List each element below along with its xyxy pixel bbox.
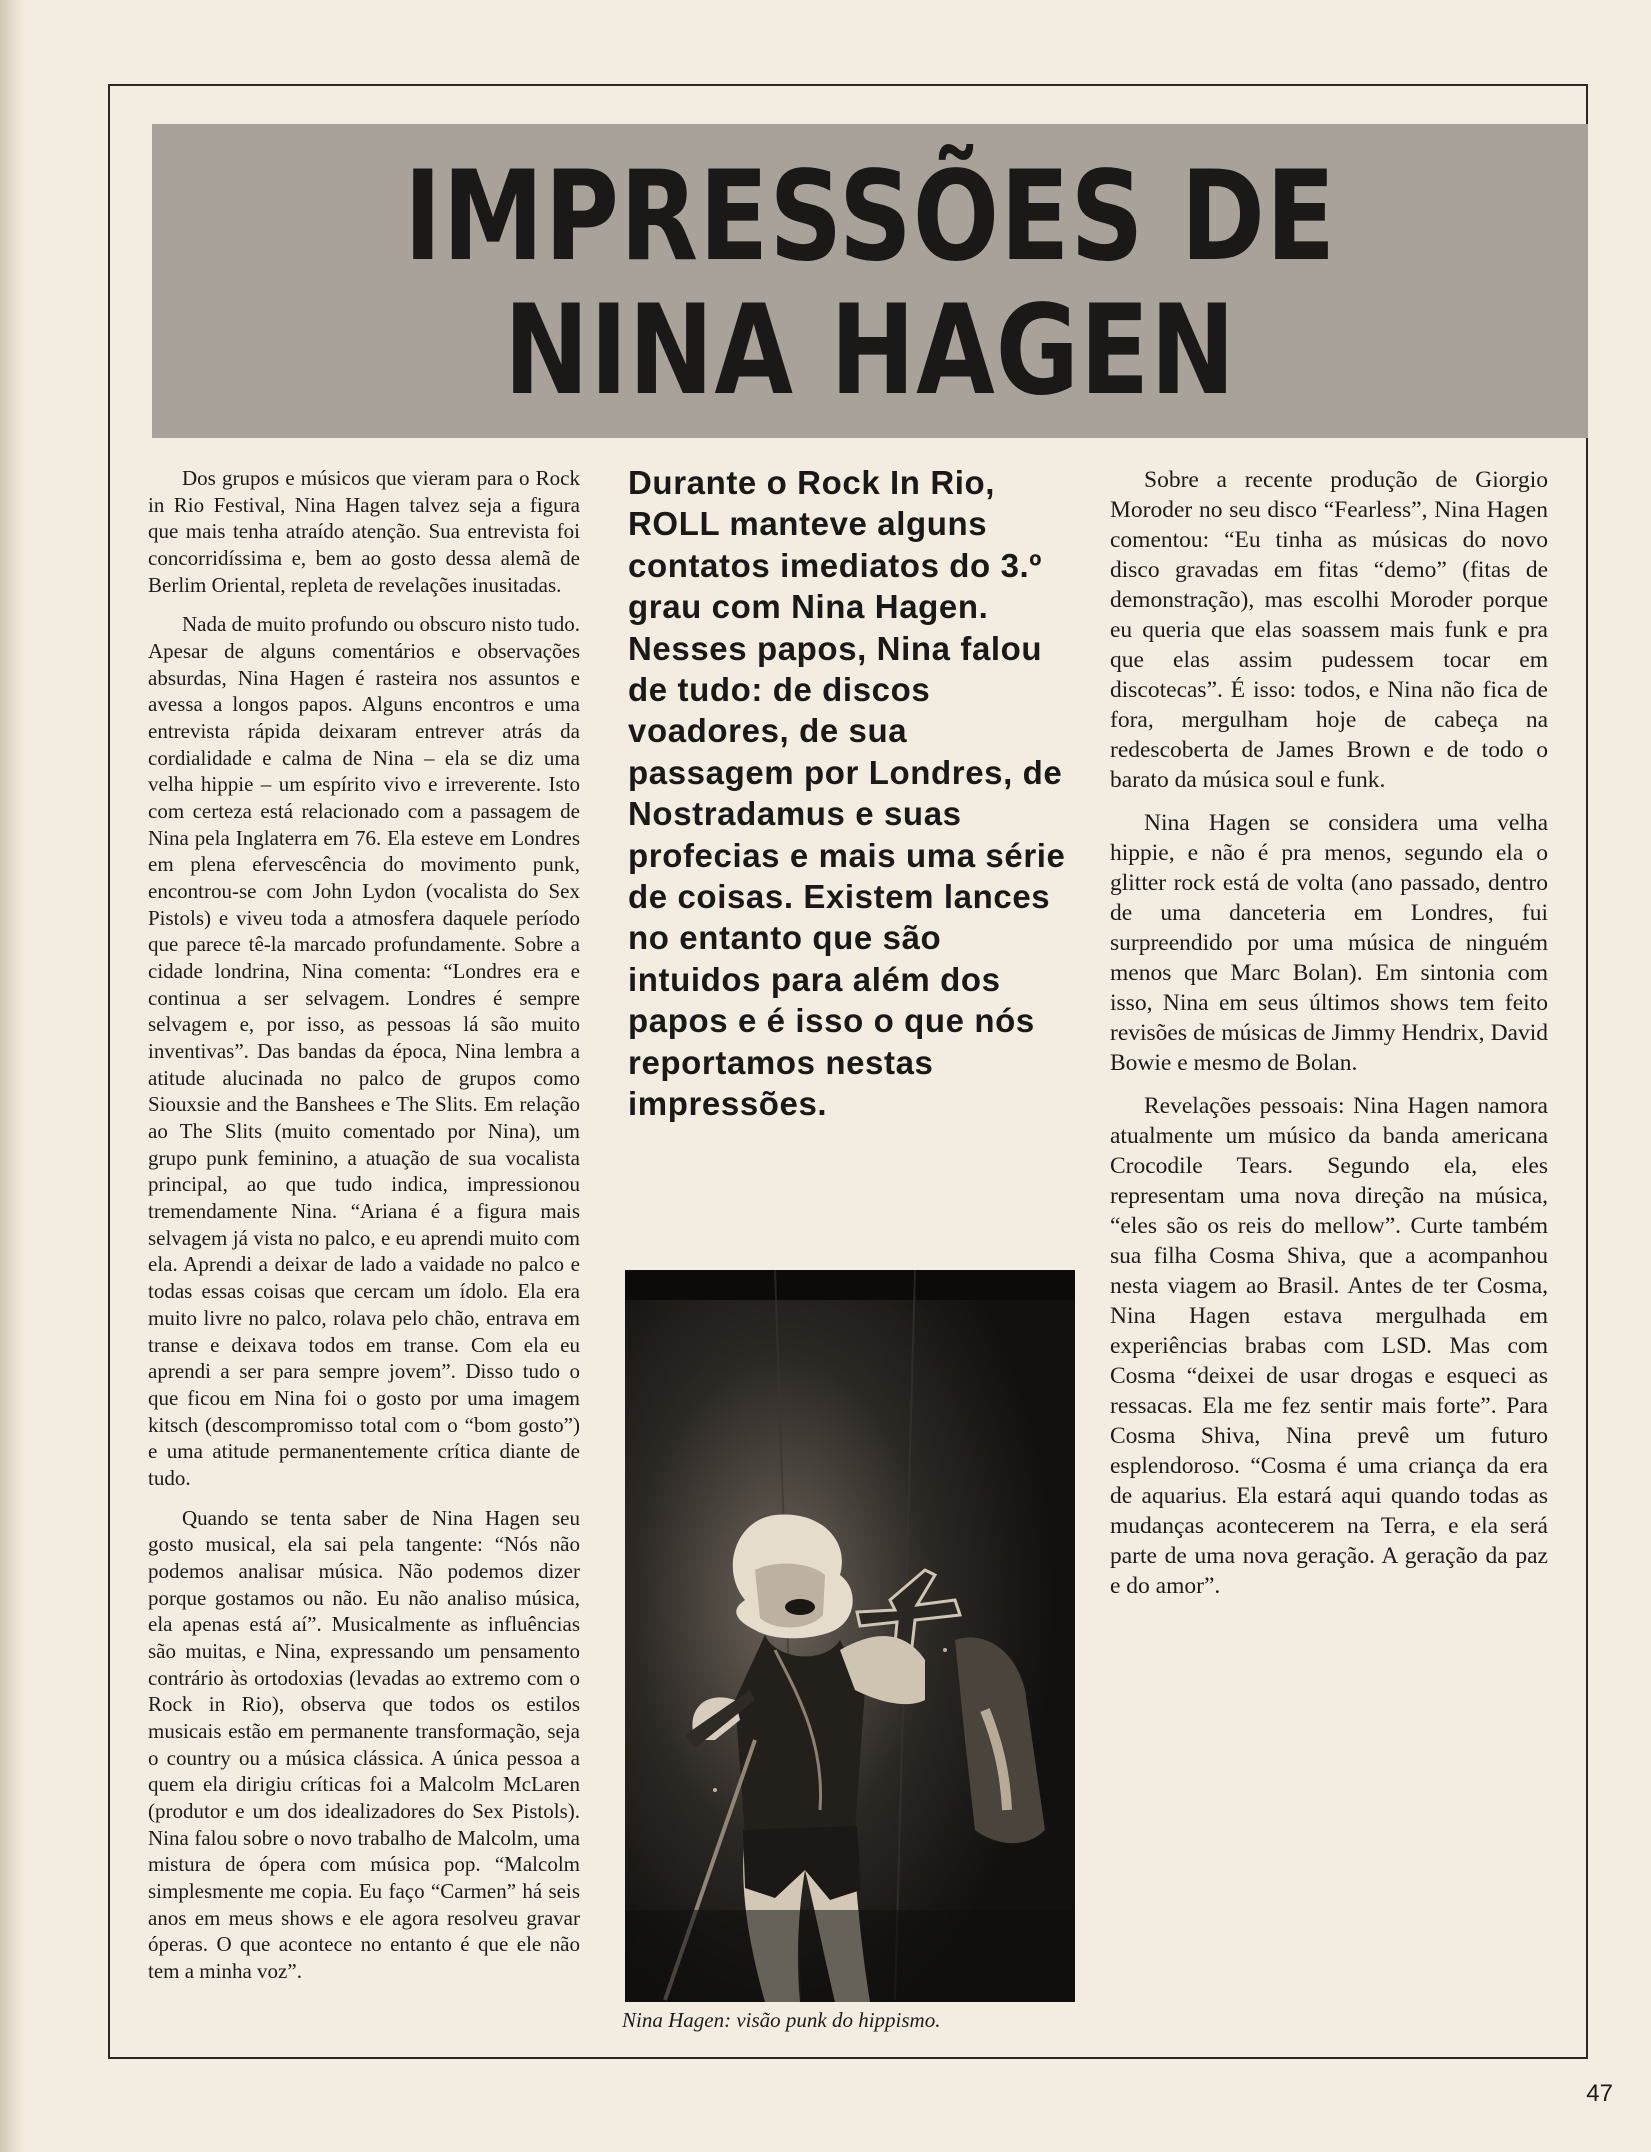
- body-paragraph: Nina Hagen se considera uma velha hippie, e não é pra menos, segundo ela o glitter rock está de volta (ano passado, dentro de uma danceteria em Londres, fui surpreendido por uma música de ninguém menos que Marc Bolan). Em sintonia com isso, Nina em seus últimos shows tem feito revisões de músicas de Jimmy Hendrix, David Bowie e mesmo de Bolan.: [1110, 810, 1548, 1076]
- title-line-1: IMPRESSÕES DE: [403, 145, 1337, 289]
- photo-caption: Nina Hagen: visão punk do hippismo.: [622, 2008, 941, 2032]
- page-number: 47: [1586, 2080, 1613, 2107]
- left-column: [148, 465, 580, 1998]
- lead-paragraph: Durante o Rock In Rio, ROLL manteve alguns contatos imediatos do 3.º grau com Nina Hagen. Nesses papos, Nina falou de tudo: de discos voadores, de sua passagem por Londres, de Nostradamus e suas profecias e mais uma série de coisas. Existem lances no entanto que são intuidos para além dos papos e é isso o que nós reportamos nestas impressões.: [628, 464, 1066, 1123]
- page-spine-shadow: [0, 0, 26, 2152]
- article-title: [281, 145, 1459, 423]
- performer-photo-illustration: [625, 1270, 1075, 2002]
- right-column: [1110, 465, 1548, 1614]
- body-paragraph: Nada de muito profundo ou obscuro nisto tudo. Apesar de alguns comentários e observações absurdas, Nina Hagen é rasteira nos assuntos e avessa a longos papos. Alguns encontros e uma entrevista rápida deixaram entrever atrás da cordialidade e calma de Nina – ela se diz uma velha hippie – um espírito vivo e irreverente. Isto com certeza está relacionado com a passagem de Nina pela Inglaterra em 76. Ela esteve em Londres em plena efervescência do movimento punk, encontrou-se com John Lydon (vocalista do Sex Pistols) e viveu toda a atmosfera daquele período que parece tê-la marcado profundamente. Sobre a cidade londrina, Nina comenta: “Londres era e continua a ser selvagem. Londres é sempre selvagem e, por isso, as pessoas lá são muito inventivas”. Das bandas da época, Nina lembra a atitude alucinada no palco de grupos como Siouxsie and the Banshees e The Slits. Em relação ao The Slits (muito comentado por Nina), um grupo punk feminino, a atuação de sua vocalista principal, ao que tudo indica, impressionou tremendamente Nina. “Ariana é a figura mais selvagem já vista no palco, e eu aprendi muito com ela. Aprendi a deixar de lado a vaidade no palco e todas essas coisas que cercam um ídolo. Ela era muito livre no palco, rolava pelo chão, entrava em transe e deixava todos em transe. Com ela eu aprendi a ser para sempre jovem”. Disso tudo o que ficou em Nina foi o gosto por uma imagem kitsch (descompromisso total com o “bom gosto”) e uma atitude permanentemente crítica diante de tudo.: [148, 612, 580, 1490]
- body-paragraph: Quando se tenta saber de Nina Hagen seu gosto musical, ela sai pela tangente: “Nós não podemos analisar música. Não podemos dizer porque gostamos ou não. Eu não analiso música, ela apenas está aí”. Musicalmente as influências são muitas, e Nina, expressando um pensamento contrário às ortodoxias (levadas ao extremo com o Rock in Rio), observa que todos os estilos musicais estão em permanente transformação, seja o country ou a música clássica. A única pessoa a quem ela dirigiu críticas foi a Malcolm McLaren (produtor e um dos idealizadores do Sex Pistols). Nina falou sobre o novo trabalho de Malcolm, uma mistura de ópera com música pop. “Malcolm simplesmente me copia. Eu faço “Carmen” há seis anos em meus shows e ele agora resolveu gravar óperas. O que acontece no entanto é que ele não tem a minha voz”.: [148, 1505, 580, 1983]
- body-paragraph: Sobre a recente produção de Giorgio Moroder no seu disco “Fearless”, Nina Hagen comentou: “Eu tinha as músicas do novo disco gravadas em fitas “demo” (fitas de demonstração), mas escolhi Moroder porque eu queria que elas soassem mais funk e pra que elas assim pudessem tocar em discotecas”. É isso: todos, e Nina não fica de fora, mergulham hoje de cabeça na redescoberta de James Brown e de todo o barato da música soul e funk.: [1110, 467, 1548, 793]
- concert-photo: [625, 1270, 1075, 2002]
- body-paragraph: Dos grupos e músicos que vieram para o Rock in Rio Festival, Nina Hagen talvez seja a figura que mais tenha atraído atenção. Sua entrevista foi concorridíssima e, bem ao gosto dessa alemã de Berlim Oriental, repleta de revelações inusitadas.: [148, 466, 580, 597]
- title-line-2: NINA HAGEN: [503, 279, 1237, 423]
- body-paragraph: Revelações pessoais: Nina Hagen namora atualmente um músico da banda americana Crocodile Tears. Segundo ela, eles representam uma nova direção na música, “eles são os reis do mellow”. Curte também sua filha Cosma Shiva, que a acompanhou nesta viagem ao Brasil. Antes de ter Cosma, Nina Hagen estava mergulhada em experiências brabas com LSD. Mas com Cosma “deixei de usar drogas e esqueci as ressacas. Ela me fez sentir mais forte”. Para Cosma Shiva, Nina prevê um futuro esplendoroso. “Cosma é uma criança da era de aquarius. Ela estará aqui quando todas as mudanças acontecerem na Terra, e ela será parte de uma nova geração. A geração da paz e do amor”.: [1110, 1093, 1548, 1599]
